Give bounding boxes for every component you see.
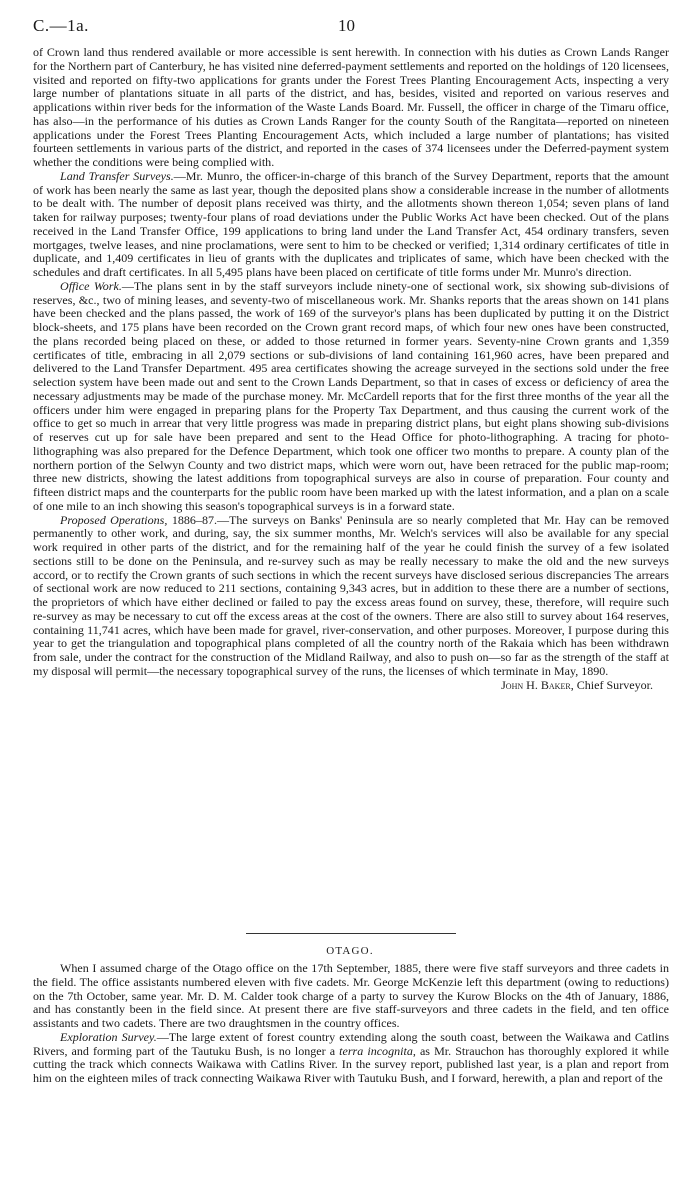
- exploration-body-b: , as Mr. Strauchon has thoroughly explored it while cutting the track which connects Waikawa with Catlins River. In the survey report, published last year, is a plan and report from him on the eighteen miles of track connecting Waikawa River with Tautuku Bush, and I forward, herewith, a plan and report of the: [33, 1043, 669, 1085]
- land-transfer-heading: Land Transfer Surveys.: [60, 168, 174, 183]
- proposed-operations-body: 1886–87.—The surveys on Banks' Peninsula are so nearly completed that Mr. Hay can be removed permanently to other work, and during, say, the six summer months, Mr. Welch's services will also be available for any special work required in other parts of the district, and for the remaining half of the year he could finish the survey of a few isolated sections still to be done on the Peninsula, and re-survey such as may be really necessary to make the old and the new surveys accord, or to rectify the Crown grants of such sections in which the recent surveys have disclosed serious discrepancies The arrears of sectional work are now reduced to 211 sections, containing 9,343 acres, but in addition to these there are a number of sections, the proprietors of which have either declined or failed to pay the excess areas found on survey, these, therefore, will require such re-survey as may be necessary to cut off the excess areas at the cost of the owners. There are also still to survey about 164 reserves, containing 11,741 acres, which have been made for gravel, river-conservation, and other purposes. Moreover, I purpose during this year to get the triangulation and topographical plans completed of all the country north of the Rakaia which has been withdrawn from sale, under the contract for the construction of the Midland Railway, and also to push on—so far as the strength of the staff at my disposal will permit—the necessary topographical survey of the runs, the licenses of which terminate in May, 1890.: [33, 512, 669, 678]
- paragraph-otago-intro: When I assumed charge of the Otago office on the 17th September, 1885, there were five staff surveyors and three cadets in the field. The office assistants numbered eleven with five cadets. Mr. George McKenzie left this department (owing to reductions) on the 7th October, same year. Mr. D. M. Calder took charge of a party to survey the Kurow Blocks on the 4th of January, 1886, and has constantly been in the field since. At present there are five staff-surveyors and three cadets in the field, and ten office assistants and two cadets. There are two draughtsmen in the country offices.: [33, 961, 669, 1030]
- otago-report-body: [33, 962, 669, 1086]
- paragraph-land-transfer: [33, 170, 669, 280]
- exploration-body-a: —The large extent of forest country extending along the south coast, between the Waikawa and Catlins Rivers, and forming part of the Tautuku Bush, is no longer a: [33, 1029, 670, 1058]
- paragraph-intro: of Crown land thus rendered available or more accessible is sent herewith. In connection with his duties as Crown Lands Ranger for the Northern part of Canterbury, he has visited nine deferred-payment settlements and reported on the holdings of 120 licensees, visited and reported on fifty-two applications for grants under the Forest Trees Planting Encouragement Acts, inspecting a very large number of plantations situate in all parts of the district, and has, besides, visited and reported on various reserves and applications within river beds for the information of the Waste Lands Board. Mr. Fussell, the officer in charge of the Timaru office, has also—in the performance of his duties as Crown Lands Ranger for the county South of the Rangitata—reported on nineteen applications under the Forest Trees Planting Encouragement Acts, which included a large number of plantations; has visited fourteen settlements in various parts of the district, and reported in the cases of 374 licensees under the Deferred-payment system whether the conditions were being complied with.: [33, 45, 669, 169]
- paragraph-proposed-operations: [33, 514, 669, 679]
- proposed-operations-heading: Proposed Operations,: [60, 512, 168, 527]
- land-transfer-body: —Mr. Munro, the officer-in-charge of this branch of the Survey Department, reports that the amount of work has been nearly the same as last year, though the deposited plans show a considerable increase in the number of allotments to be dealt with. The number of deposit plans received was thirty, and the allotments shown thereon 1,054; seven plans of land taken for railway purposes; twenty-four plans of road deviations under the Public Works Act have been checked. Out of the plans received in the Land Transfer Office, 199 applications to bring land under the Land Transfer Act, 454 ordinary transfers, seven mortgages, twelve leases, and nine proclamations, were sent to him to be checked or verified; 1,314 ordinary certificates of title in duplicate, and 1,409 certificates in lieu of grants with the duplicates and triplicates of same, which have been checked with the schedules and draft certificates. In all 5,495 plans have been placed on certificate of title forms under Mr. Munro's direction.: [33, 168, 669, 279]
- canterbury-report-body: [33, 46, 669, 692]
- document-code: C.—1a.: [33, 16, 89, 35]
- signature-title: , Chief Surveyor.: [570, 677, 653, 692]
- office-work-heading: Office Work.: [60, 278, 122, 293]
- paragraph-office-work: [33, 280, 669, 514]
- section-divider: [246, 933, 456, 934]
- paragraph-exploration-survey: [33, 1031, 669, 1086]
- page-number: 10: [338, 16, 355, 35]
- otago-heading: OTAGO.: [326, 945, 374, 957]
- exploration-survey-heading: Exploration Survey.: [60, 1029, 157, 1044]
- signature: [33, 679, 669, 693]
- terra-incognita-text: terra incognita: [339, 1043, 413, 1058]
- signature-name: John H. Baker: [501, 677, 571, 692]
- office-work-body: —The plans sent in by the staff surveyors include ninety-one of sectional work, six showing sub-divisions of reserves, &c., two of mining leases, and seventy-two of miscellaneous work. Mr. Shanks reports that the areas shown on 141 plans have been checked and the plans passed, the work of 169 of the surveyor's plans has been duplicated by putting it on the District block-sheets, and 175 plans have been recorded on the Crown grant record maps, of which four new ones have been constructed, the plans recorded being placed on these, or added to those returned in former years. Seventy-nine Crown grants and 1,359 certificates of title, embracing in all 2,079 sections or sub-divisions of land containing 161,960 acres, have been prepared and delivered to the Land Transfer Department. 495 area certificates showing the acreage surveyed in the sections sold under the free selection system have been made out and sent to the Crown Lands Department, so that in cases of excess or deficiency of area the necessary adjustments may be made of the purchase money. Mr. McCardell reports that for the first three months of the year all the officers under him were engaged in preparing plans for the Property Tax Department, and thus causing the current work of the office to get so much in arrear that very little progress was made in preparing district plans, but eight plans showing sub-divisions of reserves cut up for sale have been prepared and sent to the Head Office for photo-lithographing. A tracing for photo-lithographing was also prepared for the Defence Department, which took one officer two months to prepare. A county plan of the northern portion of the Selwyn County and two district maps, which were worn out, have been retraced for the public map-room; three new districts, showing the latest additions from topographical surveys are also in course of preparation. Four county and fifteen district maps and the counterparts for the public room have been marked up with the latest information, and a plan on a scale of one mile to an inch showing this season's topographical surveys is in a forward state.: [33, 278, 669, 513]
